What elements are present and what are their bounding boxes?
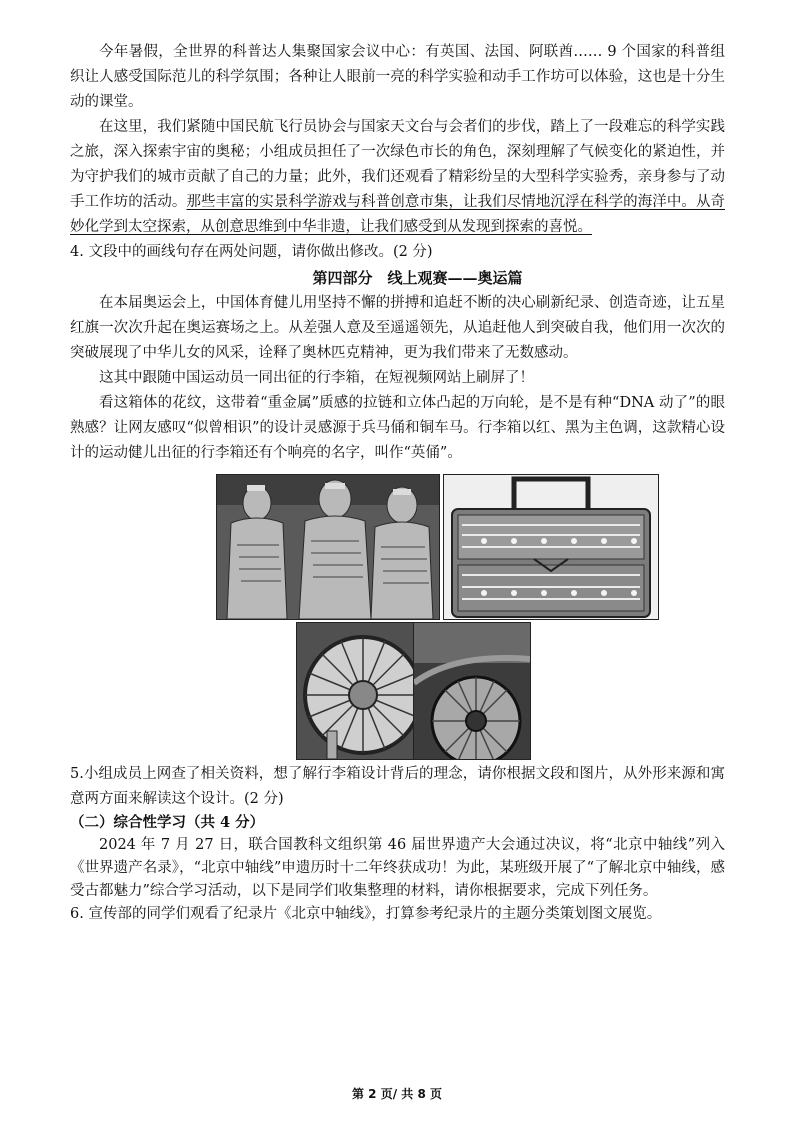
- paragraph-olympic-achievement: 在本届奥运会上，中国体育健儿用坚持不懈的拼搏和追赶不断的决心刷新纪录、创造奇迹，让五星红旗一次次升起在奥运赛场之上。从差强人意及至遥遥领先，从追赶他人到突破自我，他们用一次次的突破展现了中华儿女的风采，诠释了奥林匹克精神，更为我们带来了无数感动。: [70, 295, 725, 361]
- photo-collage: [70, 468, 725, 758]
- terracotta-warriors-photo: [216, 474, 440, 620]
- part-2-title: （二）综合性学习（共 4 分）: [70, 814, 265, 831]
- luggage-wheel-photo: [413, 622, 531, 760]
- page-number: 第 2 页/ 共 8 页: [352, 1087, 442, 1101]
- luggage-photo: [443, 474, 659, 620]
- page-content: [70, 40, 725, 926]
- bronze-chariot-wheel-photo: [296, 622, 415, 760]
- question-4: 4. 文段中的画线句存在两处问题，请你做出修改。(2 分): [70, 244, 433, 260]
- paragraph-beijing-axis: 2024 年 7 月 27 日，联合国教科文组织第 46 届世界遗产大会通过决议，将“北京中轴线”列入《世界遗产名录》，“北京中轴线”申遗历时十二年终获成功！为此，某班级开展了“了解北京中轴线，感受古都魅力”综合学习活动，以下是同学们收集整理的材料，请你根据要求，完成下列任务。: [70, 837, 725, 899]
- paragraph-science-practice: [70, 115, 725, 240]
- paragraph-luggage-viral: 这其中跟随中国运动员一同出征的行李箱，在短视频网站上刷屏了！: [99, 370, 534, 386]
- underlined-sentence: 那些丰富的实景科学游戏与科普创意市集，让我们尽情地沉浮在科学的海洋中。从奇妙化学到太空探索，从创意思维到中华非遗，让我们感受到从发现到探索的喜悦。: [70, 194, 726, 235]
- question-6: 6. 宣传部的同学们观看了纪录片《北京中轴线》，打算参考纪录片的主题分类策划图文展览。: [70, 906, 662, 922]
- section-title: 第四部分 线上观赛——奥运篇: [312, 269, 523, 287]
- paragraph-science-fair: 今年暑假，全世界的科普达人集聚国家会议中心：有英国、法国、阿联酋…… 9 个国家的科普组织让人感受国际范儿的科学氛围；各种让人眼前一亮的科学实验和动手工作坊可以体验，这也是十分生动的课堂。: [70, 44, 725, 110]
- question-5: 5.小组成员上网查了相关资料，想了解行李箱设计背后的理念，请你根据文段和图片，从外形来源和寓意两方面来解读这个设计。(2 分): [70, 766, 725, 807]
- paragraph-luggage-design: 看这箱体的花纹，这带着“重金属”质感的拉链和立体凸起的万向轮，是不是有种“DNA 动了”的眼熟感？让网友感叹“似曾相识”的设计灵感源于兵马俑和铜车马。行李箱以红、黑为主色调，这款精心设计的运动健儿出征的行李箱还有个响亮的名字，叫作“英俑”。: [70, 395, 725, 461]
- paragraph-plain-text: 在这里，我们紧随中国民航飞行员协会与国家天文台与会者们的步伐，踏上了一段难忘的科学实践之旅，深入探索宇宙的奥秘；小组成员担任了一次绿色市长的角色，深刻理解了气候变化的紧迫性，并为守护我们的城市贡献了自己的力量；此外，我们还观看了精彩纷呈的大型科学实验秀，亲身参与了动手工作坊的活动。: [70, 119, 725, 210]
